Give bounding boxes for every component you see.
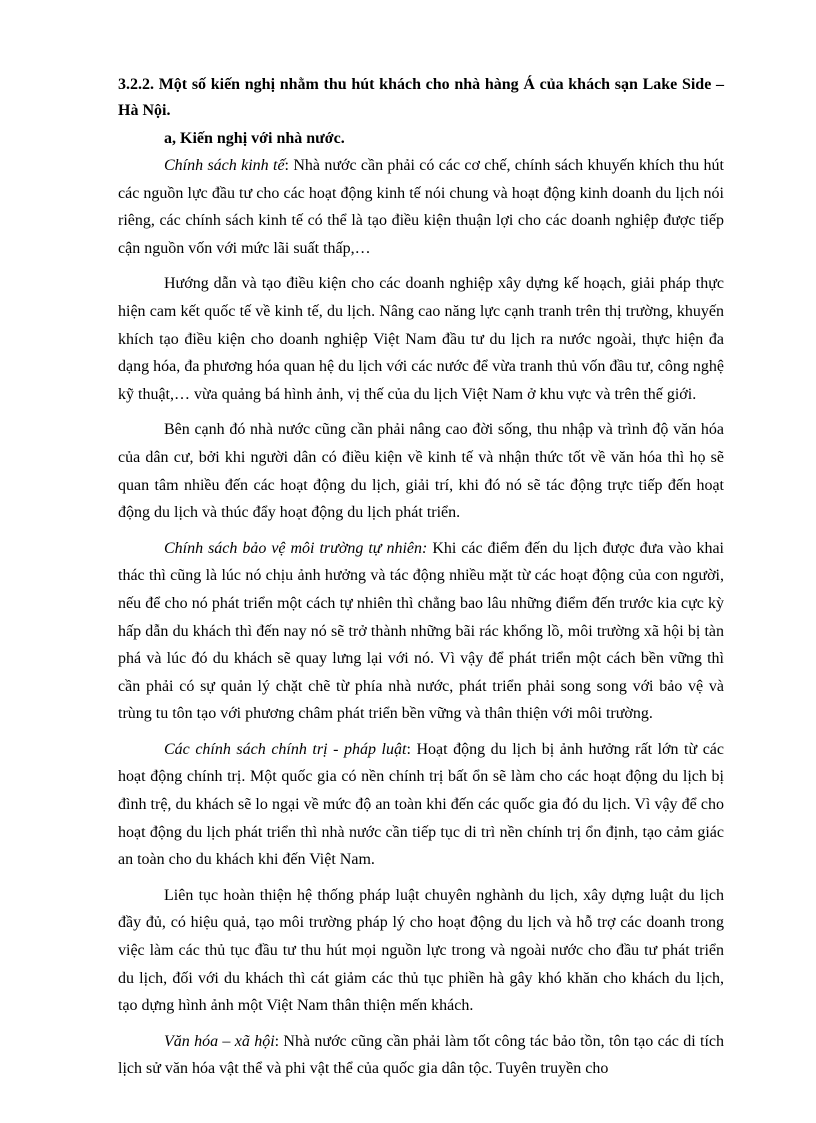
paragraph-text: Hướng dẫn và tạo điều kiện cho các doanh nghiệp xây dựng kế hoạch, giải pháp thực hiện cam kết quốc tế về kinh tế, du lịch. Nâng cao năng lực cạnh tranh trên thị trường, khuyến khích tạo điều kiện cho doanh nghiệp Việt Nam đầu tư du lịch ra nước ngoài, thực hiện đa dạng hóa, đa phương hóa quan hệ du lịch với các nước để vừa tranh thủ vốn đầu tư, công nghệ kỹ thuật,… vừa quảng bá hình ảnh, vị thế của du lịch Việt Nam ở khu vực và trên thế giới. xyxy=(118,275,724,403)
paragraph-environment-policy xyxy=(118,535,724,728)
paragraph-lead: Văn hóa – xã hội xyxy=(164,1032,275,1050)
paragraph-lead: Chính sách kinh tế xyxy=(164,157,285,174)
paragraph-economic-policy xyxy=(118,152,724,262)
paragraph-text: : Nhà nước cũng cần phải làm tốt công tác bảo tồn, tôn tạo các di tích lịch sử văn hóa vật thể và phi vật thể của quốc gia dân tộc. Tuyên truyền cho xyxy=(118,1032,724,1078)
paragraph-living-standards xyxy=(118,416,724,526)
paragraph-text: : Nhà nước cần phải có các cơ chế, chính sách khuyến khích thu hút các nguồn lực đầu tư cho các hoạt động kinh tế nói chung và hoạt động kinh doanh du lịch nói riêng, các chính sách kinh tế có thể là tạo điều kiện thuận lợi cho các doanh nghiệp được tiếp cận nguồn vốn với mức lãi suất thấp,… xyxy=(118,157,724,257)
paragraph-text: Bên cạnh đó nhà nước cũng cần phải nâng cao đời sống, thu nhập và trình độ văn hóa của dân cư, bởi khi người dân có điều kiện về kinh tế và nhận thức tốt về văn hóa thì họ sẽ quan tâm nhiều đến các hoạt động du lịch, giải trí, khi đó nó sẽ tác động trực tiếp đến hoạt động du lịch và thúc đẩy hoạt động du lịch phát triển. xyxy=(118,421,724,522)
paragraph-text: : Hoạt động du lịch bị ảnh hưởng rất lớn từ các hoạt động chính trị. Một quốc gia có nền chính trị bất ổn sẽ làm cho các hoạt động du lịch bị đình trệ, du khách sẽ lo ngại về mức độ an toàn khi đến các quốc gia đó du lịch. Vì vậy để cho hoạt động du lịch phát triển thì nhà nước cần tiếp tục di trì nền chính trị ổn định, tạo cảm giác an toàn cho du khách khi đến Việt Nam. xyxy=(118,740,725,869)
paragraph-political-legal-policy xyxy=(118,736,724,874)
paragraph-legal-system xyxy=(118,882,724,1020)
section-heading: 3.2.2. Một số kiến nghị nhằm thu hút khách cho nhà hàng Á của khách sạn Lake Side – Hà Nội. xyxy=(118,76,724,119)
paragraph-culture-society xyxy=(118,1028,724,1083)
paragraph-text: Khi các điểm đến du lịch được đưa vào khai thác thì cũng là lúc nó chịu ảnh hưởng và tác động nhiều mặt từ các hoạt động của con người, nếu để cho nó phát triển một cách tự nhiên thì chẳng bao lâu những điểm đến trước kia cực kỳ hấp dẫn du khách thì đến nay nó sẽ trở thành những bãi rác khổng lồ, môi trường xã hội bị tàn phá và lúc đó du khách sẽ quay lưng lại với nó. Vì vậy để phát triển một cách bền vững thì cần phải có sự quản lý chặt chẽ từ phía nhà nước, phát triển phải song song với bảo vệ và trùng tu tôn tạo với phương châm phát triển bền vững và thân thiện với môi trường. xyxy=(118,539,725,723)
paragraph-lead: Các chính sách chính trị - pháp luật xyxy=(164,740,407,758)
paragraph-lead: Chính sách bảo vệ môi trường tự nhiên: xyxy=(164,539,428,557)
paragraph-guidance xyxy=(118,270,724,408)
paragraph-text: Liên tục hoàn thiện hệ thống pháp luật chuyên nghành du lịch, xây dựng luật du lịch đầy đủ, có hiệu quả, tạo môi trường pháp lý cho hoạt động du lịch và hỗ trợ các doanh trong việc làm các thủ tục đầu tư thu hút mọi nguồn lực trong và ngoài nước cho đầu tư phát triển du lịch, đối với du khách thì cát giảm các thủ tục phiền hà gây khó khăn cho khách du lịch, tạo dựng hình ảnh một Việt Nam thân thiện mến khách. xyxy=(118,886,724,1015)
sub-heading: a, Kiến nghị với nhà nước. xyxy=(164,130,345,147)
